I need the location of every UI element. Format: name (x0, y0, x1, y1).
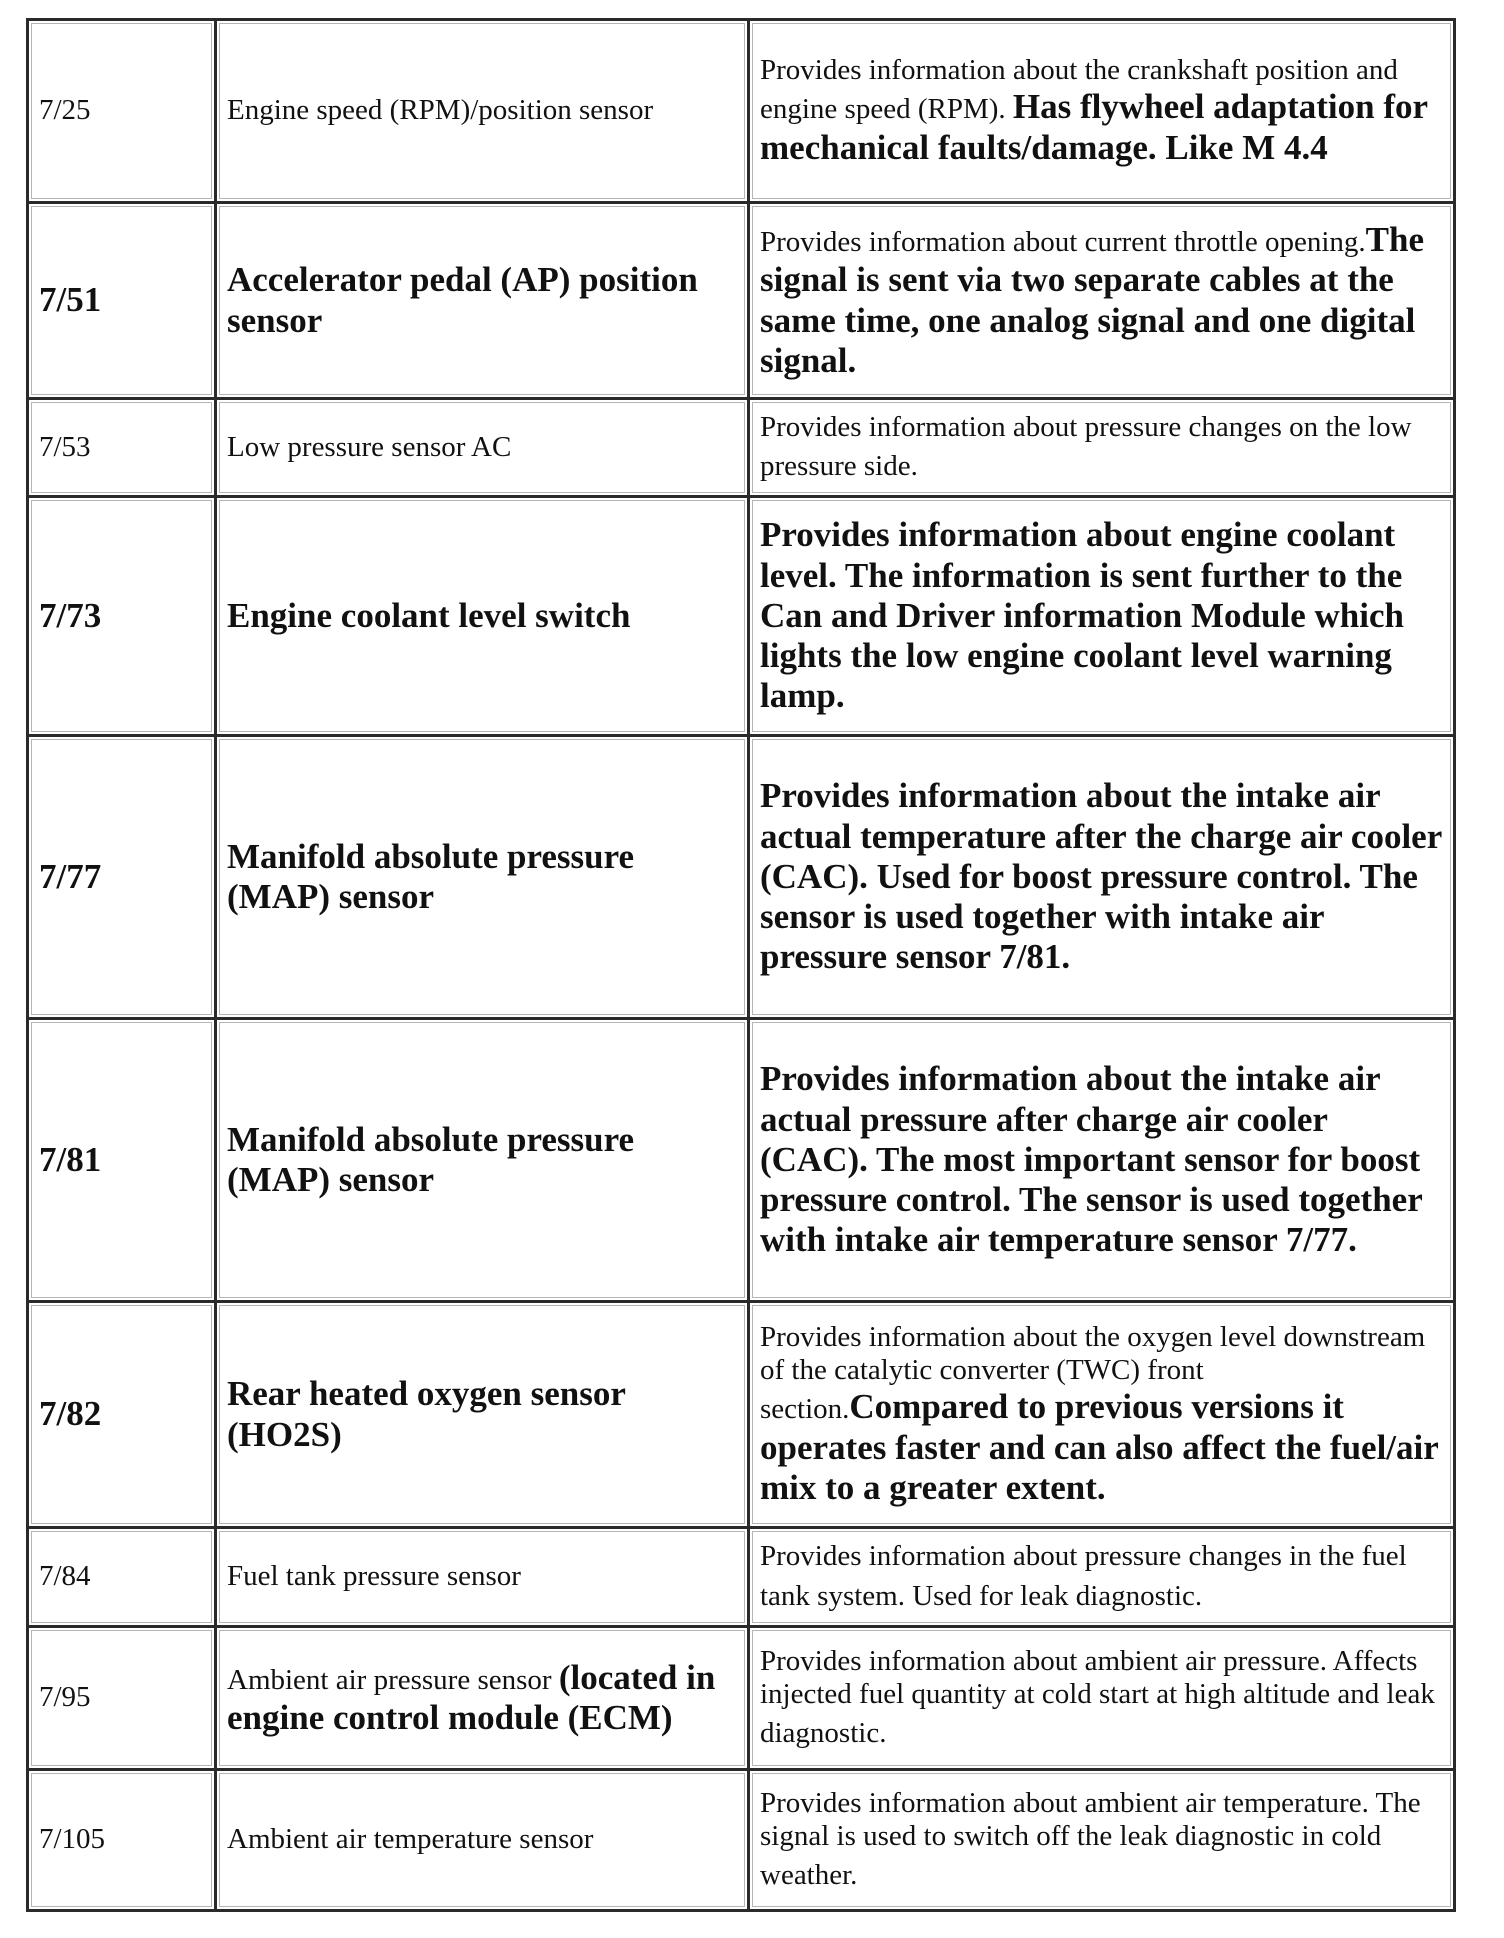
sensor-description (749, 1302, 1455, 1528)
table-row (28, 497, 1455, 736)
description-plain: Provides information about current throttle opening. (760, 226, 1366, 258)
sensor-name: Manifold absolute pressure (MAP) sensor (216, 736, 749, 1019)
sensor-description (749, 1019, 1455, 1302)
table-row (28, 20, 1455, 203)
sensor-code: 7/81 (28, 1019, 216, 1302)
sensor-name (216, 1627, 749, 1770)
sensor-name: Fuel tank pressure sensor (216, 1528, 749, 1627)
sensor-name-bold: (located in engine control module (ECM) (227, 1657, 716, 1737)
description-plain: Provides information about the crankshaft position and engine speed (RPM). (760, 54, 1398, 126)
document-page (26, 18, 1456, 1912)
sensor-code: 7/51 (28, 203, 216, 399)
table-row (28, 203, 1455, 399)
description-bold: Provides information about the intake air actual temperature after the charge air cooler (CAC). Used for boost pressure control. The sensor is used together with intake air pressure sensor 7/81. (760, 776, 1442, 977)
sensor-name: Low pressure sensor AC (216, 399, 749, 497)
sensor-description (749, 497, 1455, 736)
sensor-table (26, 18, 1456, 1912)
table-row (28, 399, 1455, 497)
sensor-description (749, 1770, 1455, 1911)
sensor-name: Rear heated oxygen sensor (HO2S) (216, 1302, 749, 1528)
table-row (28, 1770, 1455, 1911)
sensor-name: Manifold absolute pressure (MAP) sensor (216, 1019, 749, 1302)
sensor-table-body (28, 20, 1455, 1911)
sensor-code: 7/95 (28, 1627, 216, 1770)
description-bold: The signal is sent via two separate cables at the same time, one analog signal and one digital signal. (760, 220, 1425, 380)
table-row (28, 1019, 1455, 1302)
description-plain: Provides information about ambient air temperature. The signal is used to switch off the leak diagnostic in cold weather. (760, 1786, 1421, 1892)
sensor-description (749, 736, 1455, 1019)
sensor-code: 7/84 (28, 1528, 216, 1627)
sensor-name: Engine speed (RPM)/position sensor (216, 20, 749, 203)
table-row (28, 1528, 1455, 1627)
sensor-description (749, 399, 1455, 497)
sensor-description (749, 20, 1455, 203)
sensor-code: 7/53 (28, 399, 216, 497)
sensor-description (749, 1528, 1455, 1627)
sensor-name-plain: Ambient air pressure sensor (227, 1663, 559, 1696)
description-plain: Provides information about pressure changes on the low pressure side. (760, 410, 1412, 483)
sensor-description (749, 203, 1455, 399)
sensor-code: 7/105 (28, 1770, 216, 1911)
sensor-name: Accelerator pedal (AP) position sensor (216, 203, 749, 399)
description-bold: Has flywheel adaptation for mechanical faults/damage. Like M 4.4 (760, 87, 1428, 167)
sensor-code: 7/73 (28, 497, 216, 736)
table-row (28, 1627, 1455, 1770)
description-bold: Provides information about the intake air actual pressure after charge air cooler (CAC). The most important sensor for boost pressure control. The sensor is used together with intake air temperature sensor 7/77. (760, 1059, 1423, 1260)
description-plain: Provides information about pressure changes in the fuel tank system. Used for leak diagnostic. (760, 1540, 1407, 1612)
sensor-code: 7/82 (28, 1302, 216, 1528)
description-bold: Compared to previous versions it operates faster and can also affect the fuel/air mix to a greater extent. (760, 1387, 1439, 1507)
description-plain: Provides information about the oxygen level downstream of the catalytic converter (TWC) front section. (760, 1320, 1426, 1426)
sensor-code: 7/77 (28, 736, 216, 1019)
table-row (28, 1302, 1455, 1528)
sensor-description (749, 1627, 1455, 1770)
description-bold: Provides information about engine coolant level. The information is sent further to the Can and Driver information Module which lights the low engine coolant level warning lamp. (760, 515, 1404, 716)
table-row (28, 736, 1455, 1019)
description-plain: Provides information about ambient air pressure. Affects injected fuel quantity at cold start at high altitude and leak diagnostic. (760, 1644, 1435, 1750)
sensor-name: Engine coolant level switch (216, 497, 749, 736)
sensor-code: 7/25 (28, 20, 216, 203)
sensor-name: Ambient air temperature sensor (216, 1770, 749, 1911)
